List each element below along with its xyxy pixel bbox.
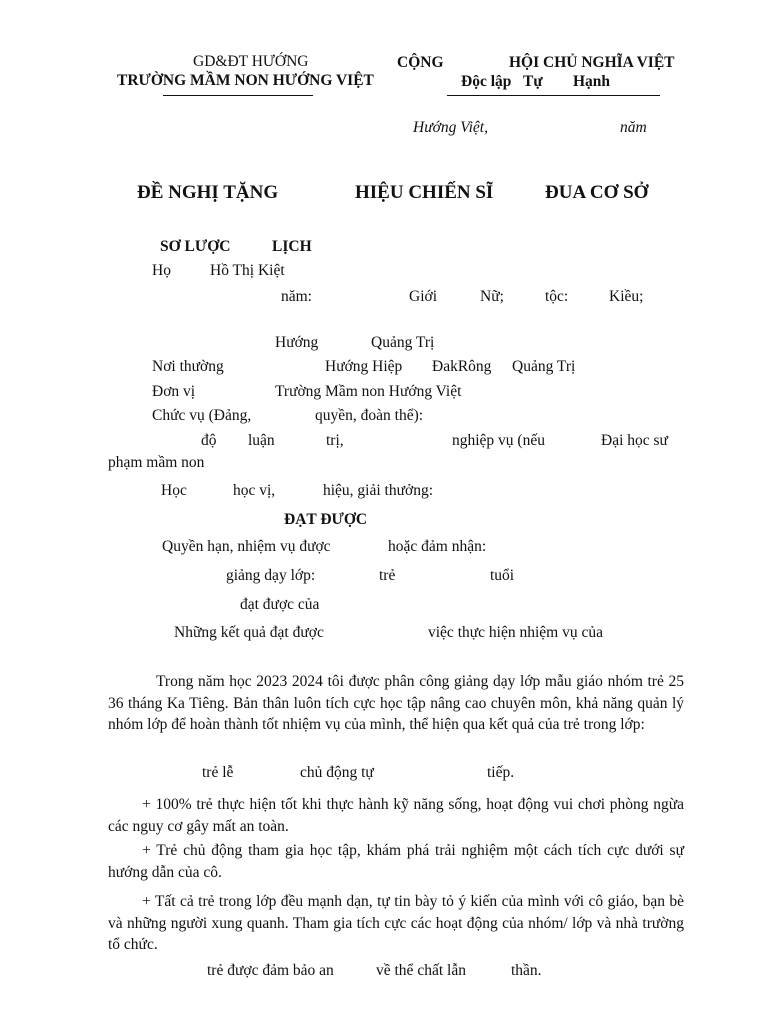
residence-province: Quảng Trị xyxy=(512,358,576,375)
school-name-underline xyxy=(163,95,313,96)
ethnic-label: tộc: xyxy=(545,288,569,305)
bullet-item-3: + Tất cả trẻ trong lớp đều mạnh dạn, tự tin bày tỏ ý kiến của mình với cô giáo, bạn bè và những người xung quanh. Tham gia tích cực các hoạt động của nhóm/ lớp và nhà trường tổ chức. xyxy=(108,893,684,953)
last-line-c: thần. xyxy=(511,962,542,979)
degree-part-b: học vị, xyxy=(233,482,276,499)
birth-year-label: năm: xyxy=(281,288,312,305)
year-label: năm xyxy=(620,119,647,136)
name-value: Hồ Thị Kiệt xyxy=(210,262,285,279)
document-title-part1: ĐỀ NGHỊ TẶNG xyxy=(137,182,279,203)
degree-part-c: hiệu, giải thưởng: xyxy=(323,482,434,499)
residence-label: Nơi thường xyxy=(152,358,224,375)
national-motto-part1: CỘNG xyxy=(397,54,444,71)
last-line-a: trẻ được đảm bảo an xyxy=(207,962,334,979)
school-name: TRƯỜNG MẦM NON HƯỚNG VIỆT xyxy=(117,72,374,89)
name-label: Họ xyxy=(152,262,171,279)
results-paragraph: Trong năm học 2023 2024 tôi được phân công giảng dạy lớp mẫu giáo nhóm trẻ 25 36 tháng Ka Tiêng. Bản thân luôn tích cực học tập nâng cao chuyên môn, khả năng quản lý nhóm lớp để hoàn thành tốt nhiệm vụ của mình, thể hiện qua kết quả của trẻ trong lớp: xyxy=(108,673,684,733)
document-title-part3: ĐUA CƠ SỞ xyxy=(545,182,649,203)
motto-independence: Độc lập xyxy=(461,73,512,90)
section2-heading: ĐẠT ĐƯỢC xyxy=(284,511,368,528)
unit-label: Đơn vị xyxy=(152,383,196,400)
results-label-a: Những kết quả đạt được xyxy=(174,624,324,641)
ethnic-value: Kiều; xyxy=(609,288,644,305)
education-part-f: phạm mầm non xyxy=(108,454,205,471)
unit-value: Trường Mầm non Hướng Việt xyxy=(275,383,462,400)
achieved-label: đạt được của xyxy=(240,596,320,613)
bullet-item-2: + Trẻ chủ động tham gia học tập, khám phá trải nghiệm một cách tích cực dưới sự hướng dẫn của cô. xyxy=(108,842,684,881)
class-label-a: giảng dạy lớp: xyxy=(226,567,316,584)
section1-heading-b: LỊCH xyxy=(272,238,312,255)
class-label-c: tuổi xyxy=(490,567,515,584)
motto-underline xyxy=(447,95,660,96)
hometown-part2: Quảng Trị xyxy=(371,334,435,351)
degree-part-a: Học xyxy=(161,482,187,499)
gender-label: Giới xyxy=(409,288,438,305)
education-part-c: trị, xyxy=(326,432,344,449)
national-motto-part2: HỘI CHỦ NGHĨA VIỆT xyxy=(509,54,675,71)
class-label-b: trẻ xyxy=(379,567,396,584)
education-part-b: luận xyxy=(248,432,275,449)
education-part-a: độ xyxy=(201,432,217,449)
bullet-item-1: + 100% trẻ thực hiện tốt khi thực hành kỹ năng sống, hoạt động vui chơi phòng ngừa các nguy cơ gây mất an toàn. xyxy=(108,796,684,835)
position-label-a: Chức vụ (Đảng, xyxy=(152,407,252,424)
hometown-part1: Hướng xyxy=(275,334,319,351)
residence-commune: Hướng Hiệp xyxy=(325,358,403,375)
duty-label-a: Quyền hạn, nhiệm vụ được xyxy=(162,538,331,555)
results-label-b: việc thực hiện nhiệm vụ của xyxy=(428,624,603,641)
place-label: Hướng Việt, xyxy=(413,119,488,136)
document-title-part2: HIỆU CHIẾN SĨ xyxy=(355,182,494,203)
motto-happiness: Hạnh xyxy=(573,73,611,90)
last-line-b: về thể chất lẫn xyxy=(376,962,466,979)
residence-district: ĐakRông xyxy=(432,358,492,375)
gender-value: Nữ; xyxy=(480,288,504,305)
position-label-b: quyền, đoàn thể): xyxy=(315,407,424,424)
children-line-b: chủ động tự xyxy=(300,764,374,781)
children-line-c: tiếp. xyxy=(487,764,515,781)
education-part-e: Đại học sư xyxy=(601,432,668,449)
section1-heading-a: SƠ LƯỢC xyxy=(160,238,231,255)
motto-freedom: Tự xyxy=(523,73,543,90)
duty-label-b: hoặc đảm nhận: xyxy=(388,538,487,555)
children-line-a: trẻ lễ xyxy=(202,764,234,781)
education-part-d: nghiệp vụ (nếu xyxy=(452,432,545,449)
department-name: GD&ĐT HƯỚNG xyxy=(193,53,309,70)
